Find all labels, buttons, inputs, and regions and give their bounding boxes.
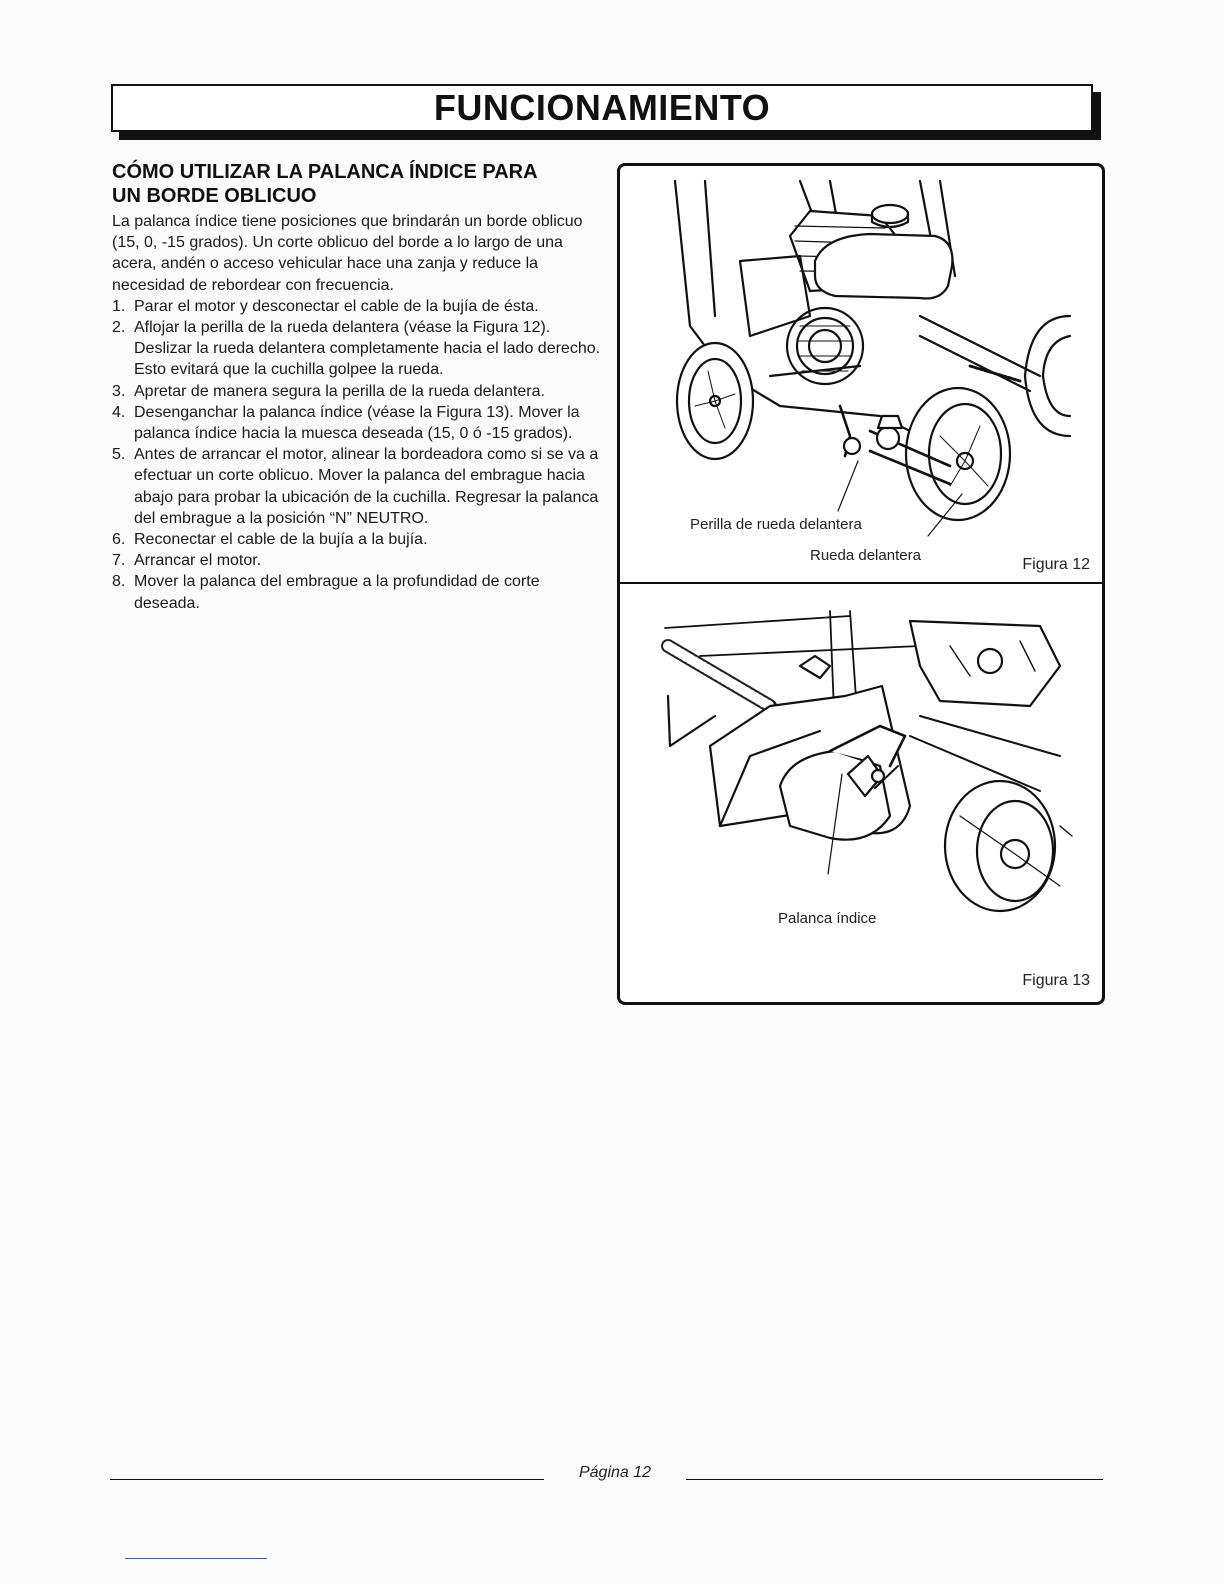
step-number: 7. xyxy=(112,552,126,570)
figure-12-caption: Figura 12 xyxy=(1022,556,1090,573)
step-item xyxy=(112,402,602,444)
figure-divider xyxy=(620,582,1102,584)
step-item xyxy=(112,381,602,402)
header-banner xyxy=(111,84,1093,132)
edger-front-wheel-illustration xyxy=(620,166,1096,566)
step-text: Reconectar el cable de la bujía a la bujía. xyxy=(134,531,428,549)
bottom-link-underline xyxy=(125,1558,267,1559)
step-text: Mover la palanca del embrague a la profundidad de corte deseada. xyxy=(134,573,540,612)
index-lever-illustration xyxy=(620,606,1096,946)
figure-13-caption: Figura 13 xyxy=(1022,972,1090,989)
step-number: 3. xyxy=(112,382,126,400)
index-lever-label: Palanca índice xyxy=(778,910,877,927)
step-number: 2. xyxy=(112,319,126,337)
page-number: Página 12 xyxy=(578,1464,652,1481)
step-item xyxy=(112,571,602,613)
footer-rule-right xyxy=(686,1479,1103,1480)
step-number: 8. xyxy=(112,573,126,591)
step-number: 5. xyxy=(112,446,126,464)
steps-list xyxy=(112,296,602,614)
front-wheel-knob-label: Perilla de rueda delantera xyxy=(690,516,862,533)
step-text: Antes de arrancar el motor, alinear la bordeadora como si se va a efectuar un corte oblicuo. Mover la palanca del embrague hacia abajo para probar la ubicación de la cuchilla. Regresar la palanca del embrague a la posición “N” NEUTRO. xyxy=(134,446,599,527)
step-item xyxy=(112,529,602,550)
step-item xyxy=(112,444,602,529)
footer-rule-left xyxy=(110,1479,544,1480)
step-text: Desenganchar la palanca índice (véase la Figura 13). Mover la palanca índice hacia la muesca deseada (15, 0 ó -15 grados). xyxy=(134,403,580,443)
step-number: 6. xyxy=(112,531,126,549)
step-text: Apretar de manera segura la perilla de la rueda delantera. xyxy=(134,382,545,400)
section-heading xyxy=(112,160,602,208)
step-item xyxy=(112,550,602,571)
step-text: Parar el motor y desconectar el cable de la bujía de ésta. xyxy=(134,297,539,315)
step-text: Arrancar el motor. xyxy=(134,552,262,570)
step-item xyxy=(112,296,602,317)
instructions-column xyxy=(112,160,602,614)
step-item xyxy=(112,317,602,381)
front-wheel-label: Rueda delantera xyxy=(810,547,921,564)
section-heading-line2: UN BORDE OBLICUO xyxy=(112,185,317,207)
section-heading-line1: CÓMO UTILIZAR LA PALANCA ÍNDICE PARA xyxy=(112,161,538,183)
page-title: FUNCIONAMIENTO xyxy=(433,87,771,128)
intro-paragraph: La palanca índice tiene posiciones que brindarán un borde oblicuo (15, 0, -15 grados). Un corte oblicuo del borde a lo largo de una acera, andén o acceso vehicular hace una zanja y reduce la necesidad de rebordear con frecuencia. xyxy=(112,213,583,294)
figures-panel xyxy=(617,163,1105,1005)
step-number: 4. xyxy=(112,403,126,421)
step-text: Aflojar la perilla de la rueda delantera (véase la Figura 12). Deslizar la rueda delantera completamente hacia el lado derecho. Esto evitará que la cuchilla golpee la rueda. xyxy=(134,319,601,379)
step-number: 1. xyxy=(112,297,126,315)
